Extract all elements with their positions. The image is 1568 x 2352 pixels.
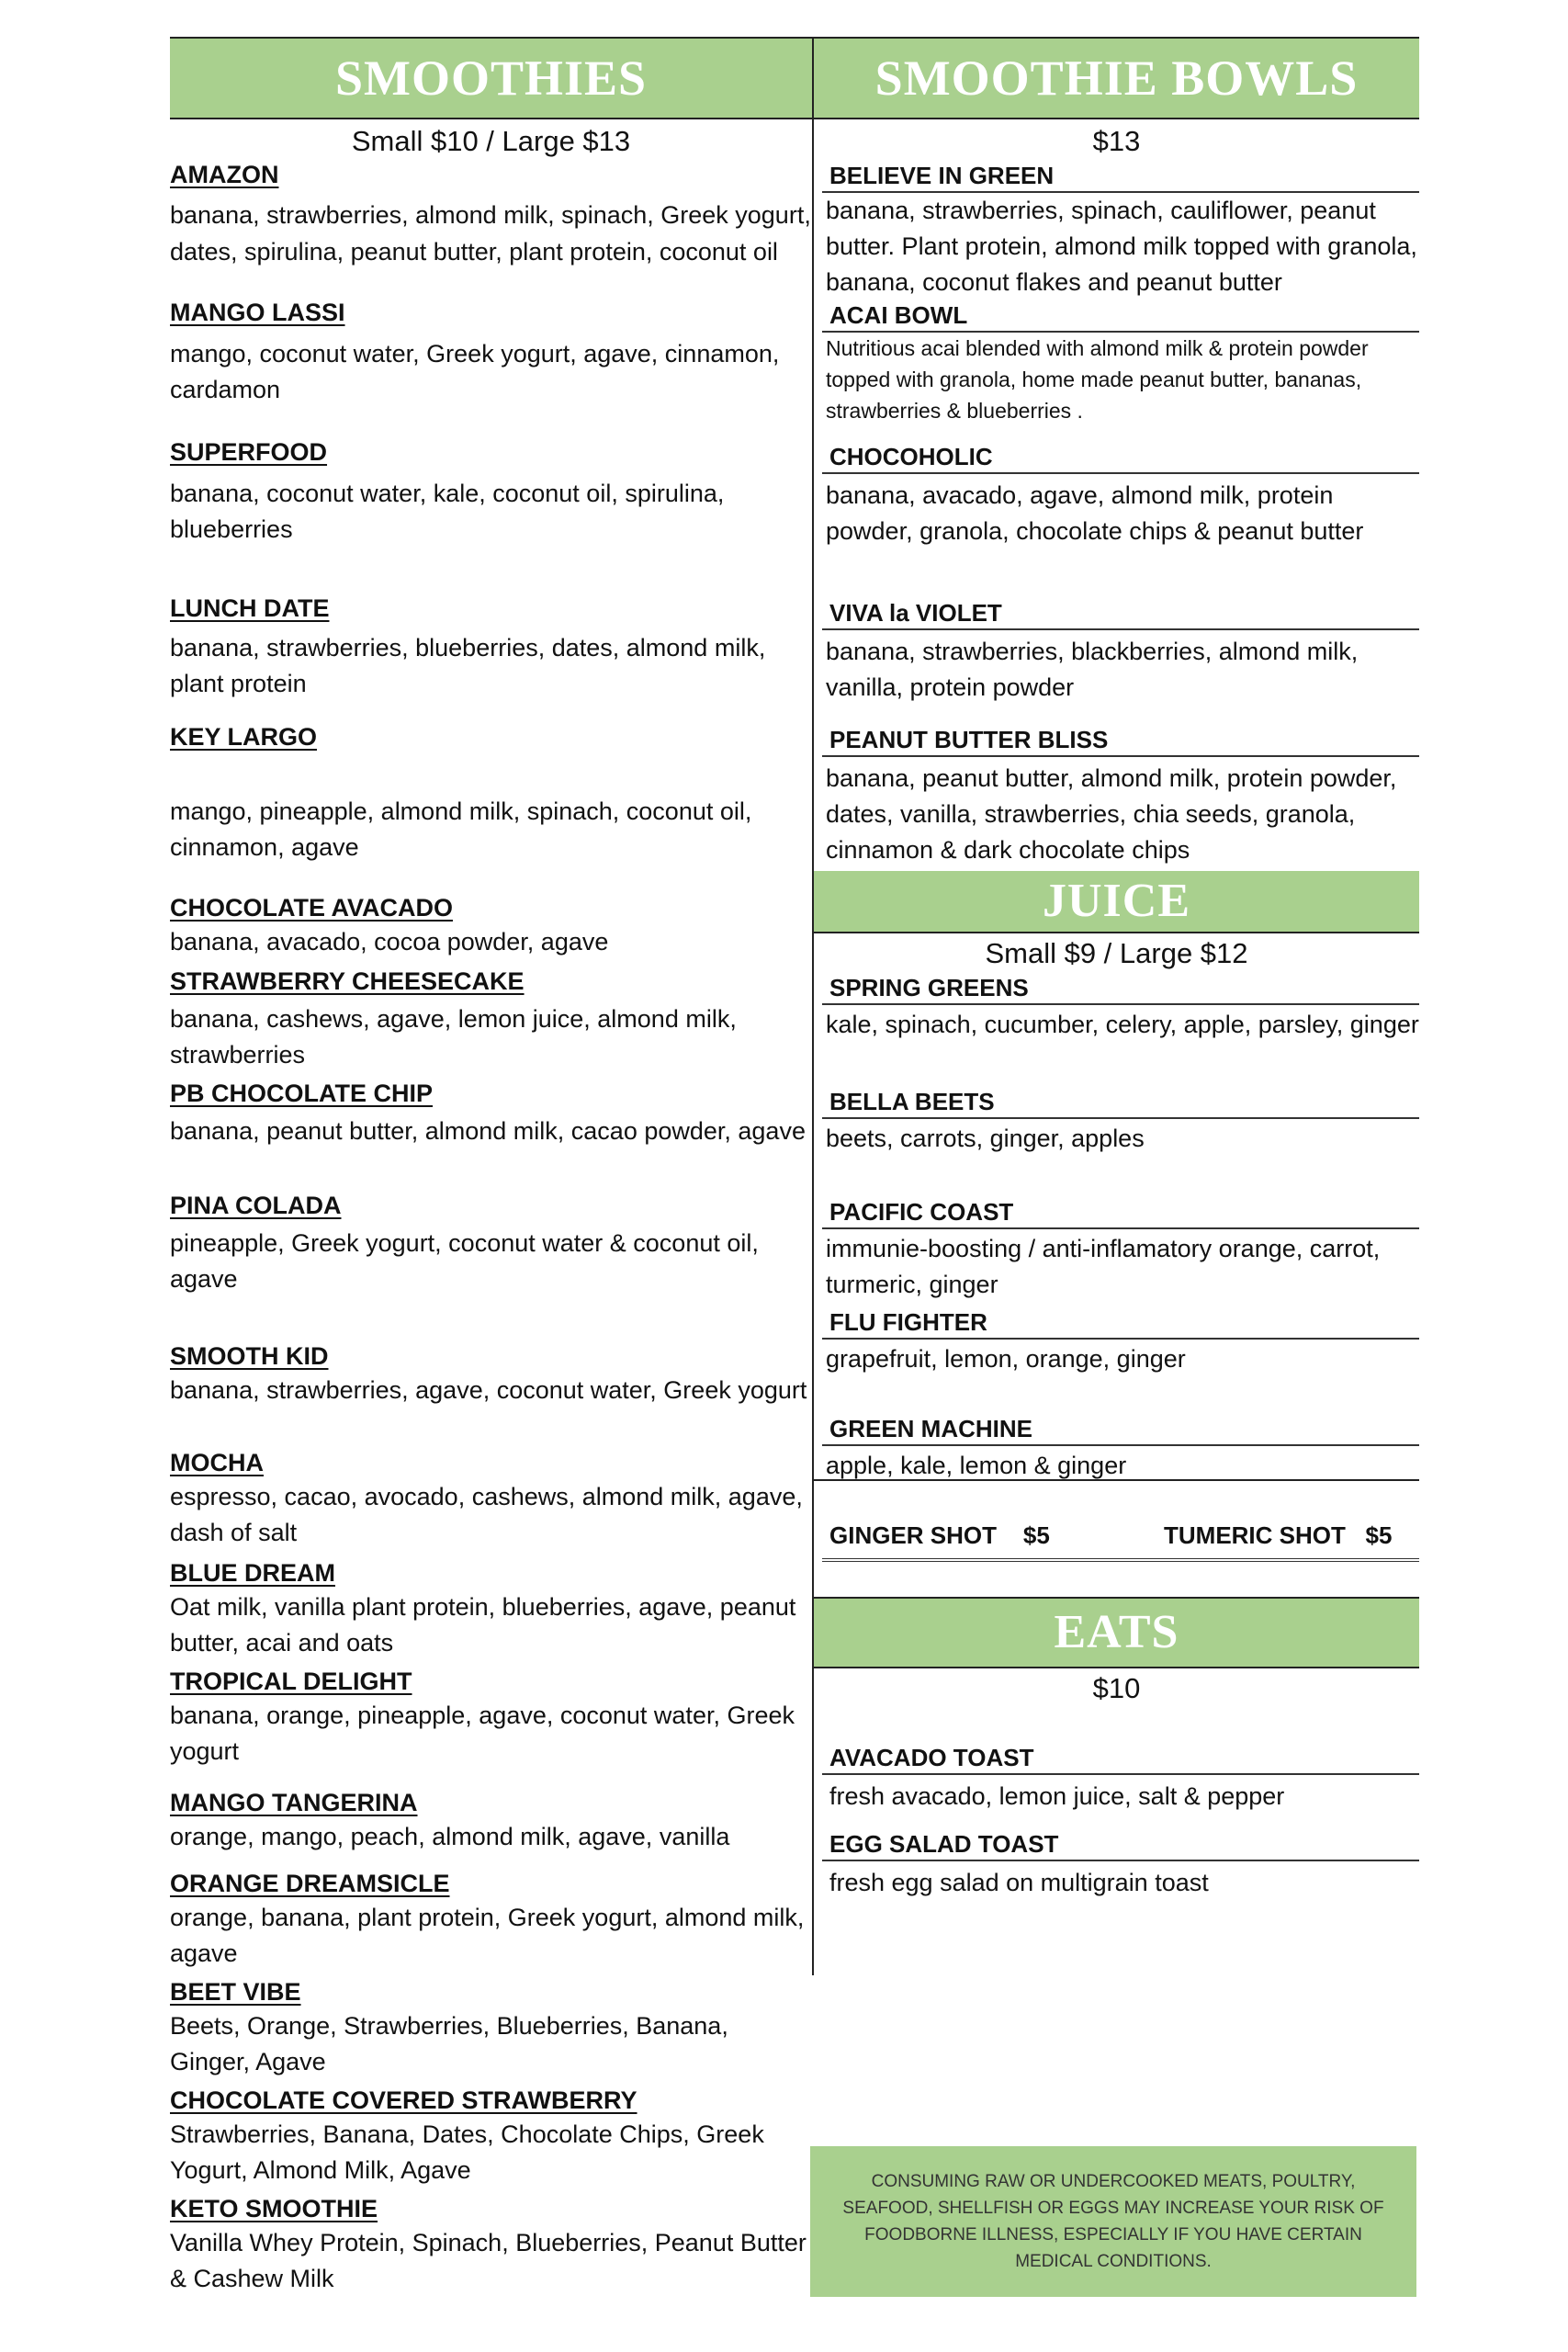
eats-list (822, 1742, 1419, 1911)
item-name: BEET VIBE (170, 1978, 301, 2006)
item-name: BLUE DREAM (170, 1559, 335, 1587)
item-description: banana, strawberries, spinach, cauliflower, peanut butter. Plant protein, almond milk topped with granola, banana, coconut flakes and peanut butter (826, 197, 1417, 296)
list-item (822, 1828, 1419, 1911)
list-item (822, 1306, 1419, 1413)
list-item (822, 1086, 1419, 1196)
list-item (170, 1340, 813, 1446)
food-safety-notice: CONSUMING RAW OR UNDERCOOKED MEATS, POULTRY, SEAFOOD, SHELLFISH OR EGGS MAY INCREASE YOUR RISK OF FOODBORNE ILLNESS, ESPECIALLY IF YOU HAVE CERTAIN MEDICAL CONDITIONS. (810, 2146, 1416, 2297)
item-name: SMOOTH KID (170, 1342, 329, 1370)
list-item (170, 296, 813, 435)
item-description: banana, coconut water, kale, coconut oil, spirulina, blueberries (170, 480, 725, 543)
item-name: PACIFIC COAST (822, 1196, 1419, 1229)
item-description: banana, strawberries, almond milk, spinach, Greek yogurt, dates, spirulina, peanut butter, plant protein, coconut oil (170, 201, 811, 266)
item-name: PEANUT BUTTER BLISS (822, 724, 1419, 757)
item-description: Beets, Orange, Strawberries, Blueberries, Banana, Ginger, Agave (170, 2012, 728, 2075)
item-name: STRAWBERRY CHEESECAKE (170, 967, 525, 995)
juice-list (822, 972, 1419, 1487)
item-description: apple, kale, lemon & ginger (826, 1452, 1127, 1479)
item-name: KEY LARGO (170, 723, 318, 751)
item-name: GREEN MACHINE (822, 1413, 1419, 1446)
item-description: kale, spinach, cucumber, celery, apple, parsley, ginger (826, 1011, 1419, 1038)
green-machine-rule (814, 1479, 1419, 1481)
item-name: BELLA BEETS (822, 1086, 1419, 1119)
item-description: mango, coconut water, Greek yogurt, agave, cinnamon, cardamon (170, 340, 780, 403)
item-description: beets, carrots, ginger, apples (826, 1125, 1145, 1152)
list-item (170, 435, 813, 592)
bowls-list (822, 160, 1419, 871)
item-name: SUPERFOOD (170, 438, 328, 466)
item-description: banana, strawberries, agave, coconut water, Greek yogurt (170, 1376, 807, 1404)
shots-row (822, 1516, 1419, 1562)
eats-price: $10 (1092, 1672, 1141, 1704)
item-description: banana, strawberries, blackberries, almond milk, vanilla, protein powder (826, 638, 1359, 701)
item-description: pineapple, Greek yogurt, coconut water & coconut oil, agave (170, 1229, 759, 1293)
item-name: CHOCOLATE COVERED STRAWBERRY (170, 2086, 637, 2114)
list-item (170, 1786, 813, 1867)
item-name: LUNCH DATE (170, 594, 330, 622)
item-name: EGG SALAD TOAST (822, 1828, 1419, 1861)
item-name: MANGO LASSI (170, 299, 345, 326)
list-item (170, 592, 813, 720)
item-name: TROPICAL DELIGHT (170, 1668, 412, 1695)
list-item (170, 965, 813, 1077)
item-name: ACAI BOWL (822, 300, 1419, 333)
bowls-price: $13 (1092, 125, 1141, 157)
item-name: ORANGE DREAMSICLE (170, 1870, 450, 1897)
item-name: SPRING GREENS (822, 972, 1419, 1005)
smoothie-bowls-banner: SMOOTHIE BOWLS (814, 39, 1419, 118)
smoothies-price: Small $10 / Large $13 (351, 125, 631, 157)
list-item (170, 2084, 813, 2192)
list-item (170, 1446, 813, 1556)
item-name: MOCHA (170, 1449, 264, 1476)
item-description: banana, peanut butter, almond milk, cacao powder, agave (170, 1117, 806, 1145)
list-item (822, 972, 1419, 1086)
item-description: Oat milk, vanilla plant protein, blueberries, agave, peanut butter, acai and oats (170, 1593, 796, 1657)
list-item (822, 724, 1419, 871)
item-description: banana, avacado, agave, almond milk, protein powder, granola, chocolate chips & peanut butter (826, 481, 1364, 545)
list-item (822, 1742, 1419, 1828)
item-name: VIVA la VIOLET (822, 597, 1419, 630)
list-item (170, 720, 813, 891)
item-name: BELIEVE IN GREEN (822, 160, 1419, 193)
item-name: AMAZON (170, 161, 279, 188)
item-description: grapefruit, lemon, orange, ginger (826, 1345, 1186, 1373)
item-description: Vanilla Whey Protein, Spinach, Blueberries, Peanut Butter & Cashew Milk (170, 2229, 807, 2292)
item-name: CHOCOLATE AVACADO (170, 894, 453, 922)
juice-price: Small $9 / Large $12 (985, 937, 1248, 969)
tumeric-shot: TUMERIC SHOT $5 (1164, 1521, 1393, 1549)
list-item (170, 1556, 813, 1665)
item-description: fresh avacado, lemon juice, salt & pepper (829, 1782, 1285, 1810)
item-name: PINA COLADA (170, 1192, 342, 1219)
eats-banner: EATS (814, 1599, 1419, 1667)
smoothies-list (170, 158, 813, 2301)
item-description: fresh egg salad on multigrain toast (829, 1869, 1209, 1896)
item-name: KETO SMOOTHIE (170, 2195, 378, 2222)
list-item (822, 160, 1419, 300)
list-item (170, 2192, 813, 2301)
item-description: banana, cashews, agave, lemon juice, almond milk, strawberries (170, 1005, 737, 1069)
list-item (170, 1189, 813, 1340)
juice-banner: JUICE (814, 871, 1419, 932)
item-description: mango, pineapple, almond milk, spinach, coconut oil, cinnamon, agave (170, 797, 752, 861)
item-name: MANGO TANGERINA (170, 1789, 418, 1816)
list-item (822, 1196, 1419, 1306)
list-item (822, 597, 1419, 724)
item-name: AVACADO TOAST (822, 1742, 1419, 1775)
item-description: orange, banana, plant protein, Greek yogurt, almond milk, agave (170, 1904, 805, 1967)
item-description: espresso, cacao, avocado, cashews, almond milk, agave, dash of salt (170, 1483, 803, 1546)
list-item (170, 1077, 813, 1189)
item-description: banana, strawberries, blueberries, dates, almond milk, plant protein (170, 634, 766, 697)
item-description: banana, orange, pineapple, agave, coconut water, Greek yogurt (170, 1702, 795, 1765)
list-item (170, 158, 813, 296)
list-item (822, 1413, 1419, 1487)
list-item (822, 441, 1419, 597)
smoothies-banner: SMOOTHIES (170, 39, 812, 118)
item-description: immunie-boosting / anti-inflamatory orange, carrot, turmeric, ginger (826, 1235, 1381, 1298)
list-item (170, 1867, 813, 1975)
banner-underline (170, 118, 1419, 119)
item-description: Strawberries, Banana, Dates, Chocolate Chips, Greek Yogurt, Almond Milk, Agave (170, 2120, 764, 2184)
item-name: FLU FIGHTER (822, 1306, 1419, 1340)
item-description: Nutritious acai blended with almond milk & protein powder topped with granola, home made peanut butter, bananas, strawberries & blueberries . (826, 336, 1369, 423)
list-item (822, 300, 1419, 441)
item-description: banana, peanut butter, almond milk, protein powder, dates, vanilla, strawberries, chia seeds, granola, cinnamon & dark chocolate chips (826, 764, 1397, 864)
item-name: CHOCOHOLIC (822, 441, 1419, 474)
list-item (170, 891, 813, 965)
ginger-shot: GINGER SHOT $5 (829, 1521, 1050, 1549)
item-description: banana, avacado, cocoa powder, agave (170, 928, 609, 956)
item-description: orange, mango, peach, almond milk, agave, vanilla (170, 1823, 730, 1850)
list-item (170, 1975, 813, 2084)
item-name: PB CHOCOLATE CHIP (170, 1080, 434, 1107)
list-item (170, 1665, 813, 1786)
